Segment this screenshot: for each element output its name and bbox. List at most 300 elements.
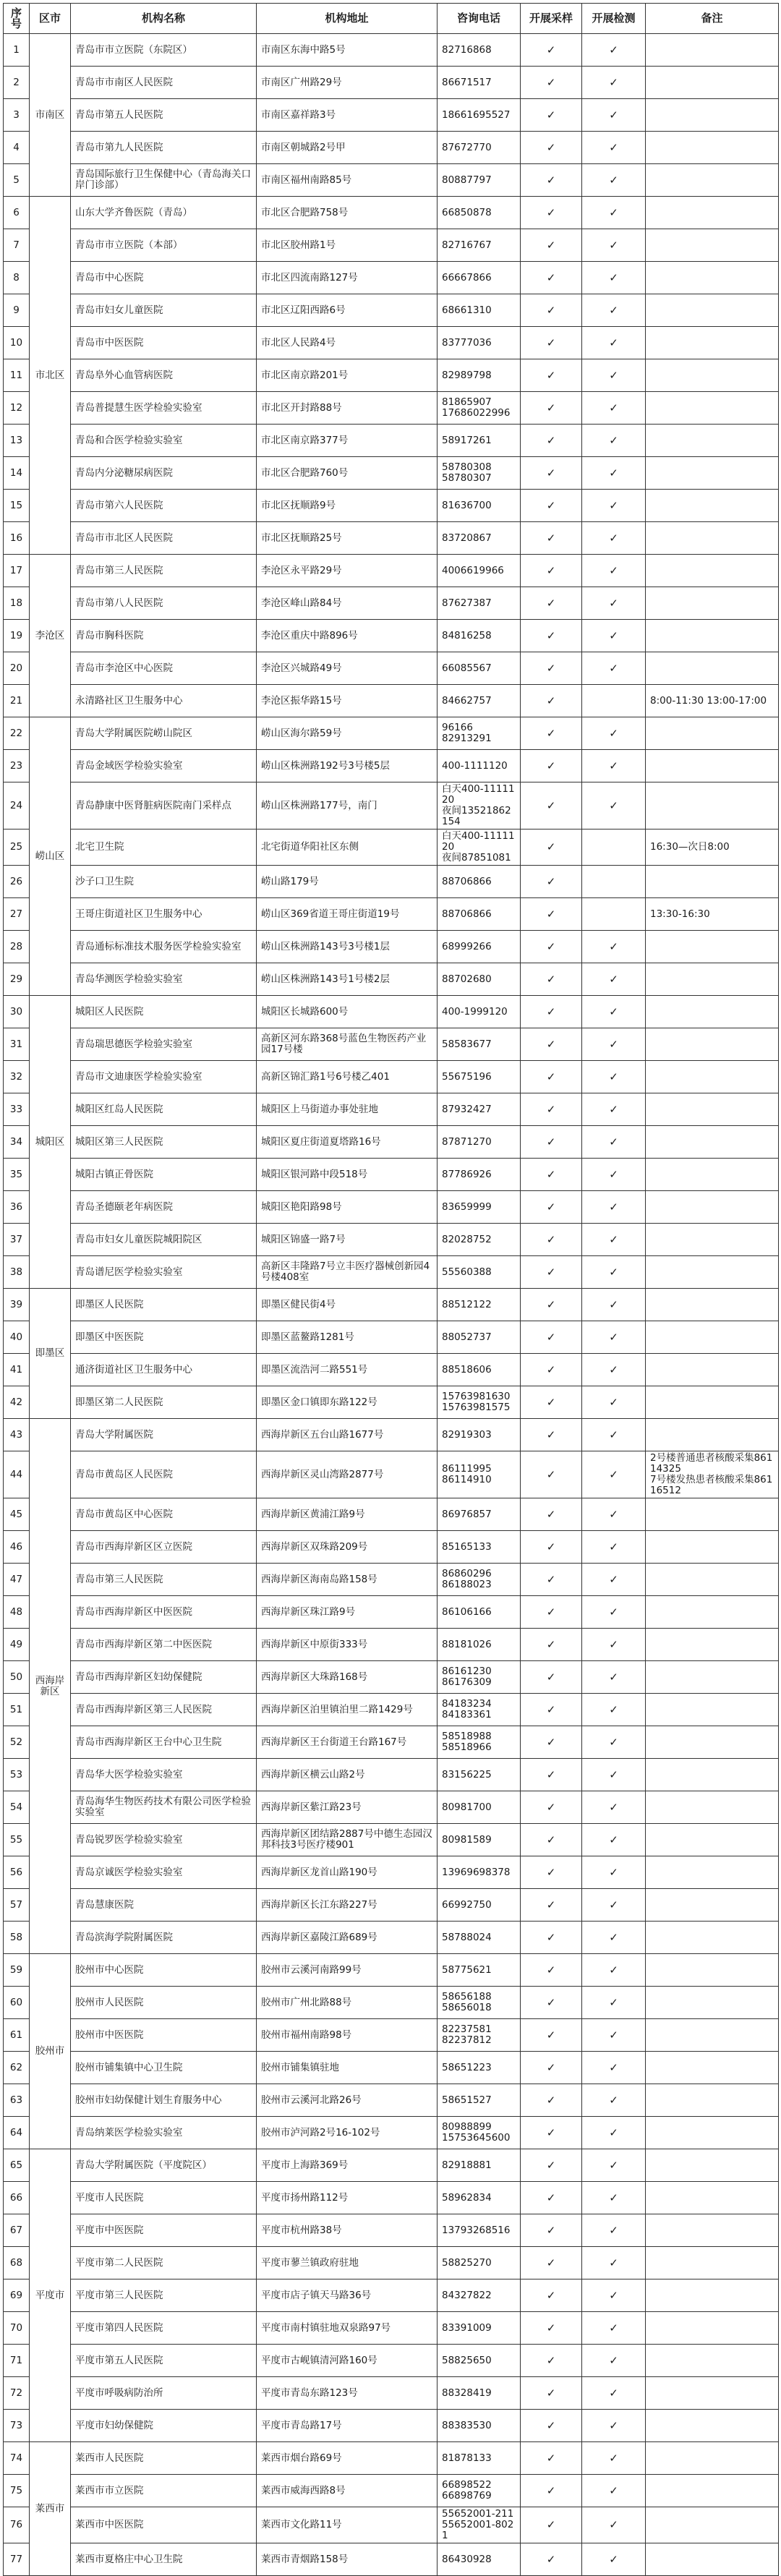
cell-name: 即墨区人民医院 [71, 1289, 257, 1321]
cell-address: 市北区抚顺路9号 [257, 490, 438, 522]
cell-district: 平度市 [30, 2149, 71, 2442]
cell-no: 60 [4, 1987, 30, 2019]
table-row [4, 457, 779, 490]
cell-sampling: ✓ [521, 2019, 582, 2052]
cell-sampling: ✓ [521, 1093, 582, 1126]
cell-note: 2号楼普通患者核酸采集86114325 7号楼发热患者核酸采集86116512 [646, 1451, 779, 1498]
cell-sampling: ✓ [521, 1256, 582, 1289]
cell-testing: ✓ [582, 1419, 646, 1451]
cell-sampling: ✓ [521, 2247, 582, 2279]
cell-testing: ✓ [582, 2117, 646, 2149]
cell-no: 14 [4, 457, 30, 490]
cell-no: 9 [4, 294, 30, 327]
cell-address: 平度市扬州路112号 [257, 2182, 438, 2214]
cell-no: 13 [4, 425, 30, 457]
table-row [4, 1289, 779, 1321]
cell-phone: 85165133 [438, 1531, 521, 1564]
cell-name: 青岛市西海岸新区妇幼保健院 [71, 1661, 257, 1694]
cell-testing: ✓ [582, 1386, 646, 1419]
cell-sampling: ✓ [521, 829, 582, 866]
cell-name: 莱西市市立医院 [71, 2475, 257, 2507]
cell-no: 21 [4, 685, 30, 717]
cell-testing [582, 866, 646, 898]
table-row [4, 262, 779, 294]
cell-phone: 66898522 66898769 [438, 2475, 521, 2507]
cell-testing: ✓ [582, 1726, 646, 1759]
cell-no: 15 [4, 490, 30, 522]
cell-no: 3 [4, 99, 30, 132]
cell-testing: ✓ [582, 963, 646, 996]
cell-note [646, 1856, 779, 1889]
cell-note [646, 1889, 779, 1922]
cell-no: 66 [4, 2182, 30, 2214]
cell-testing: ✓ [582, 717, 646, 750]
cell-testing: ✓ [582, 2543, 646, 2576]
cell-phone: 82237581 82237812 [438, 2019, 521, 2052]
cell-name: 青岛市西海岸新区第二中医医院 [71, 1629, 257, 1661]
cell-address: 西海岸新区黄浦江路9号 [257, 1498, 438, 1531]
cell-no: 4 [4, 132, 30, 164]
cell-testing: ✓ [582, 522, 646, 555]
cell-testing: ✓ [582, 2149, 646, 2182]
cell-note [646, 1093, 779, 1126]
cell-note [646, 866, 779, 898]
cell-no: 43 [4, 1419, 30, 1451]
cell-name: 平度市第五人民医院 [71, 2345, 257, 2377]
cell-address: 平度市南村镇驻地双泉路97号 [257, 2312, 438, 2345]
cell-address: 平度市店子镇天马路36号 [257, 2279, 438, 2312]
cell-note [646, 490, 779, 522]
cell-sampling: ✓ [521, 2345, 582, 2377]
cell-phone: 66667866 [438, 262, 521, 294]
table-row [4, 782, 779, 829]
cell-phone: 83156225 [438, 1759, 521, 1791]
cell-note [646, 2442, 779, 2475]
cell-address: 莱西市威海西路8号 [257, 2475, 438, 2507]
cell-sampling: ✓ [521, 294, 582, 327]
cell-sampling: ✓ [521, 1159, 582, 1191]
cell-address: 西海岸新区双珠路209号 [257, 1531, 438, 1564]
cell-testing: ✓ [582, 1629, 646, 1661]
cell-sampling: ✓ [521, 1386, 582, 1419]
table-row [4, 1419, 779, 1451]
cell-phone: 84662757 [438, 685, 521, 717]
cell-sampling: ✓ [521, 1419, 582, 1451]
table-row [4, 164, 779, 197]
cell-name: 平度市第三人民医院 [71, 2279, 257, 2312]
cell-no: 11 [4, 359, 30, 392]
cell-testing: ✓ [582, 1889, 646, 1922]
table-row [4, 132, 779, 164]
cell-name: 青岛市市南区人民医院 [71, 67, 257, 99]
cell-no: 71 [4, 2345, 30, 2377]
cell-sampling: ✓ [521, 2214, 582, 2247]
table-row [4, 1922, 779, 1954]
cell-phone: 80981589 [438, 1824, 521, 1856]
cell-note [646, 1159, 779, 1191]
table-row [4, 1256, 779, 1289]
cell-address: 市北区胶州路1号 [257, 229, 438, 262]
cell-no: 51 [4, 1694, 30, 1726]
cell-name: 青岛纳莱医学检验实验室 [71, 2117, 257, 2149]
cell-phone: 58775621 [438, 1954, 521, 1987]
table-row [4, 1661, 779, 1694]
table-row [4, 1354, 779, 1386]
cell-sampling: ✓ [521, 2543, 582, 2576]
cell-name: 青岛市李沧区中心医院 [71, 652, 257, 685]
cell-phone: 86106166 [438, 1596, 521, 1629]
cell-note [646, 425, 779, 457]
cell-phone: 68661310 [438, 294, 521, 327]
cell-note [646, 963, 779, 996]
header-address: 机构地址 [257, 4, 438, 34]
cell-sampling: ✓ [521, 1289, 582, 1321]
table-row [4, 620, 779, 652]
cell-no: 65 [4, 2149, 30, 2182]
cell-no: 45 [4, 1498, 30, 1531]
cell-testing: ✓ [582, 132, 646, 164]
table-row [4, 1726, 779, 1759]
cell-address: 城阳区上马街道办事处驻地 [257, 1093, 438, 1126]
cell-sampling: ✓ [521, 1629, 582, 1661]
cell-name: 城阳区红岛人民医院 [71, 1093, 257, 1126]
cell-sampling: ✓ [521, 2312, 582, 2345]
table-row [4, 2019, 779, 2052]
cell-note [646, 2312, 779, 2345]
cell-sampling: ✓ [521, 2475, 582, 2507]
table-row [4, 898, 779, 931]
table-row [4, 1824, 779, 1856]
cell-phone: 88383530 [438, 2410, 521, 2442]
cell-phone: 86671517 [438, 67, 521, 99]
cell-no: 35 [4, 1159, 30, 1191]
cell-testing [582, 829, 646, 866]
cell-name: 平度市第二人民医院 [71, 2247, 257, 2279]
cell-testing: ✓ [582, 2507, 646, 2543]
cell-name: 青岛市中医医院 [71, 327, 257, 359]
table-row [4, 963, 779, 996]
table-row [4, 1531, 779, 1564]
cell-testing: ✓ [582, 327, 646, 359]
cell-sampling: ✓ [521, 1889, 582, 1922]
cell-testing: ✓ [582, 750, 646, 782]
cell-no: 55 [4, 1824, 30, 1856]
cell-note [646, 457, 779, 490]
cell-note [646, 2279, 779, 2312]
cell-name: 青岛市第八人民医院 [71, 587, 257, 620]
cell-name: 青岛锐罗医学检验实验室 [71, 1824, 257, 1856]
cell-address: 莱西市烟台路69号 [257, 2442, 438, 2475]
cell-address: 市南区东海中路5号 [257, 34, 438, 67]
cell-address: 西海岸新区团结路2887号中德生态园汉邦科技3号医疗楼901 [257, 1824, 438, 1856]
table-row [4, 2149, 779, 2182]
cell-address: 李沧区兴城路49号 [257, 652, 438, 685]
table-row [4, 67, 779, 99]
cell-address: 李沧区重庆中路896号 [257, 620, 438, 652]
table-row [4, 2475, 779, 2507]
cell-phone: 82716868 [438, 34, 521, 67]
table-row [4, 587, 779, 620]
cell-address: 西海岸新区大珠路168号 [257, 1661, 438, 1694]
cell-sampling: ✓ [521, 1726, 582, 1759]
cell-name: 平度市中医医院 [71, 2214, 257, 2247]
cell-sampling: ✓ [521, 1922, 582, 1954]
cell-note [646, 229, 779, 262]
cell-note [646, 197, 779, 229]
cell-no: 24 [4, 782, 30, 829]
table-row [4, 392, 779, 425]
cell-no: 62 [4, 2052, 30, 2084]
cell-no: 67 [4, 2214, 30, 2247]
cell-address: 胶州市泸河路2号16-102号 [257, 2117, 438, 2149]
cell-testing: ✓ [582, 2019, 646, 2052]
cell-name: 青岛市文迪康医学检验实验室 [71, 1061, 257, 1093]
cell-sampling: ✓ [521, 2442, 582, 2475]
cell-note: 13:30-16:30 [646, 898, 779, 931]
cell-note [646, 1661, 779, 1694]
cell-no: 61 [4, 2019, 30, 2052]
cell-testing: ✓ [582, 1321, 646, 1354]
cell-phone: 88706866 [438, 898, 521, 931]
cell-phone: 84327822 [438, 2279, 521, 2312]
cell-address: 西海岸新区嘉陵江路689号 [257, 1922, 438, 1954]
cell-name: 青岛华测医学检验实验室 [71, 963, 257, 996]
cell-phone: 84183234 84183361 [438, 1694, 521, 1726]
cell-no: 58 [4, 1922, 30, 1954]
cell-address: 市北区南京路377号 [257, 425, 438, 457]
cell-note [646, 294, 779, 327]
cell-note [646, 2475, 779, 2507]
cell-no: 30 [4, 996, 30, 1028]
cell-testing: ✓ [582, 2084, 646, 2117]
cell-testing: ✓ [582, 2182, 646, 2214]
cell-name: 平度市呼吸病防治所 [71, 2377, 257, 2410]
cell-address: 李沧区峰山路84号 [257, 587, 438, 620]
cell-name: 莱西市中医医院 [71, 2507, 257, 2543]
cell-testing: ✓ [582, 1256, 646, 1289]
header-phone: 咨询电话 [438, 4, 521, 34]
cell-testing: ✓ [582, 782, 646, 829]
cell-address: 即墨区金口镇即东路122号 [257, 1386, 438, 1419]
cell-testing: ✓ [582, 1159, 646, 1191]
cell-no: 6 [4, 197, 30, 229]
cell-no: 7 [4, 229, 30, 262]
cell-sampling: ✓ [521, 1451, 582, 1498]
header-testing: 开展检测 [582, 4, 646, 34]
cell-no: 33 [4, 1093, 30, 1126]
cell-phone: 58518988 58518966 [438, 1726, 521, 1759]
cell-note [646, 1126, 779, 1159]
cell-address: 西海岸新区长江东路227号 [257, 1889, 438, 1922]
cell-name: 青岛市第六人民医院 [71, 490, 257, 522]
cell-no: 27 [4, 898, 30, 931]
cell-phone: 66850878 [438, 197, 521, 229]
cell-no: 36 [4, 1191, 30, 1224]
cell-note [646, 34, 779, 67]
cell-no: 19 [4, 620, 30, 652]
cell-note [646, 2117, 779, 2149]
cell-name: 胶州市铺集镇中心卫生院 [71, 2052, 257, 2084]
cell-testing: ✓ [582, 2052, 646, 2084]
table-row [4, 1629, 779, 1661]
cell-note [646, 1596, 779, 1629]
cell-name: 青岛市妇女儿童医院城阳院区 [71, 1224, 257, 1256]
table-row [4, 685, 779, 717]
cell-address: 平度市蓼兰镇政府驻地 [257, 2247, 438, 2279]
cell-name: 青岛大学附属医院（平度院区） [71, 2149, 257, 2182]
table-row [4, 359, 779, 392]
cell-phone: 68999266 [438, 931, 521, 963]
cell-name: 青岛市黄岛区人民医院 [71, 1451, 257, 1498]
table-row [4, 1191, 779, 1224]
cell-phone: 400-1999120 [438, 996, 521, 1028]
cell-sampling: ✓ [521, 1564, 582, 1596]
cell-no: 64 [4, 2117, 30, 2149]
cell-district: 胶州市 [30, 1954, 71, 2149]
table-row [4, 2279, 779, 2312]
cell-sampling: ✓ [521, 522, 582, 555]
cell-testing: ✓ [582, 2377, 646, 2410]
cell-address: 市北区人民路4号 [257, 327, 438, 359]
cell-sampling: ✓ [521, 1126, 582, 1159]
cell-testing: ✓ [582, 2214, 646, 2247]
cell-sampling: ✓ [521, 2149, 582, 2182]
cell-testing: ✓ [582, 1922, 646, 1954]
cell-note [646, 2247, 779, 2279]
cell-phone: 58825650 [438, 2345, 521, 2377]
cell-phone: 15763981630 15763981575 [438, 1386, 521, 1419]
cell-address: 高新区河东路368号蓝色生物医药产业园17号楼 [257, 1028, 438, 1061]
cell-sampling: ✓ [521, 1596, 582, 1629]
table-row [4, 2410, 779, 2442]
cell-phone: 88518606 [438, 1354, 521, 1386]
cell-note [646, 2214, 779, 2247]
cell-name: 青岛大学附属医院崂山院区 [71, 717, 257, 750]
cell-sampling: ✓ [521, 782, 582, 829]
cell-note [646, 2345, 779, 2377]
cell-district: 西海岸新区 [30, 1419, 71, 1954]
cell-note [646, 99, 779, 132]
cell-sampling: ✓ [521, 1354, 582, 1386]
cell-sampling: ✓ [521, 229, 582, 262]
cell-address: 平度市上海路369号 [257, 2149, 438, 2182]
cell-note [646, 1028, 779, 1061]
cell-name: 山东大学齐鲁医院（青岛） [71, 197, 257, 229]
table-row [4, 2507, 779, 2543]
cell-note [646, 359, 779, 392]
cell-name: 青岛市中心医院 [71, 262, 257, 294]
table-body [4, 34, 779, 2576]
cell-name: 青岛市第三人民医院 [71, 555, 257, 587]
cell-phone: 86976857 [438, 1498, 521, 1531]
cell-phone: 58788024 [438, 1922, 521, 1954]
cell-name: 平度市妇幼保健院 [71, 2410, 257, 2442]
cell-address: 城阳区艳阳路98号 [257, 1191, 438, 1224]
cell-note [646, 327, 779, 359]
cell-no: 32 [4, 1061, 30, 1093]
cell-phone: 58651527 [438, 2084, 521, 2117]
cell-testing: ✓ [582, 490, 646, 522]
cell-address: 崂山区株洲路192号3号楼5层 [257, 750, 438, 782]
table-row [4, 2543, 779, 2576]
table-row [4, 717, 779, 750]
cell-address: 市南区嘉祥路3号 [257, 99, 438, 132]
cell-name: 永清路社区卫生服务中心 [71, 685, 257, 717]
cell-name: 青岛静康中医肾脏病医院南门采样点 [71, 782, 257, 829]
cell-name: 青岛和合医学检验实验室 [71, 425, 257, 457]
cell-address: 市北区抚顺路25号 [257, 522, 438, 555]
cell-name: 青岛普提慧生医学检验实验室 [71, 392, 257, 425]
cell-sampling: ✓ [521, 197, 582, 229]
cell-testing: ✓ [582, 425, 646, 457]
cell-address: 李沧区永平路29号 [257, 555, 438, 587]
table-row [4, 1954, 779, 1987]
cell-testing: ✓ [582, 1093, 646, 1126]
cell-address: 高新区锦汇路1号6号楼乙401 [257, 1061, 438, 1093]
cell-testing: ✓ [582, 99, 646, 132]
cell-address: 即墨区流浩河二路551号 [257, 1354, 438, 1386]
cell-sampling: ✓ [521, 555, 582, 587]
cell-no: 59 [4, 1954, 30, 1987]
cell-name: 城阳区第三人民医院 [71, 1126, 257, 1159]
cell-name: 青岛市西海岸新区中医医院 [71, 1596, 257, 1629]
cell-name: 平度市第四人民医院 [71, 2312, 257, 2345]
table-row [4, 425, 779, 457]
cell-phone: 81878133 [438, 2442, 521, 2475]
table-row [4, 2182, 779, 2214]
cell-phone: 80981700 [438, 1791, 521, 1824]
cell-name: 青岛市市立医院（本部） [71, 229, 257, 262]
cell-address: 市北区合肥路758号 [257, 197, 438, 229]
cell-testing: ✓ [582, 457, 646, 490]
cell-testing: ✓ [582, 392, 646, 425]
cell-address: 胶州市广州北路88号 [257, 1987, 438, 2019]
cell-name: 青岛市西海岸新区区立医院 [71, 1531, 257, 1564]
cell-phone: 58917261 [438, 425, 521, 457]
cell-phone: 55675196 [438, 1061, 521, 1093]
cell-testing: ✓ [582, 1061, 646, 1093]
cell-address: 西海岸新区珠江路9号 [257, 1596, 438, 1629]
cell-sampling: ✓ [521, 1954, 582, 1987]
cell-phone: 83777036 [438, 327, 521, 359]
cell-sampling: ✓ [521, 67, 582, 99]
cell-note [646, 164, 779, 197]
cell-testing: ✓ [582, 2442, 646, 2475]
table-row [4, 750, 779, 782]
cell-testing: ✓ [582, 1759, 646, 1791]
cell-phone: 80887797 [438, 164, 521, 197]
table-row [4, 197, 779, 229]
cell-note [646, 1824, 779, 1856]
cell-testing: ✓ [582, 931, 646, 963]
cell-note [646, 1289, 779, 1321]
cell-phone: 55560388 [438, 1256, 521, 1289]
cell-no: 23 [4, 750, 30, 782]
cell-sampling: ✓ [521, 866, 582, 898]
cell-name: 青岛圣德颐老年病医院 [71, 1191, 257, 1224]
table-row [4, 1321, 779, 1354]
cell-phone: 81865907 17686022996 [438, 392, 521, 425]
cell-phone: 86860296 86188023 [438, 1564, 521, 1596]
cell-phone: 58651223 [438, 2052, 521, 2084]
cell-address: 城阳区银河路中段518号 [257, 1159, 438, 1191]
cell-testing: ✓ [582, 67, 646, 99]
table-row [4, 1224, 779, 1256]
cell-note [646, 2182, 779, 2214]
cell-phone: 82919303 [438, 1419, 521, 1451]
cell-name: 青岛内分泌糖尿病医院 [71, 457, 257, 490]
cell-sampling: ✓ [521, 2052, 582, 2084]
